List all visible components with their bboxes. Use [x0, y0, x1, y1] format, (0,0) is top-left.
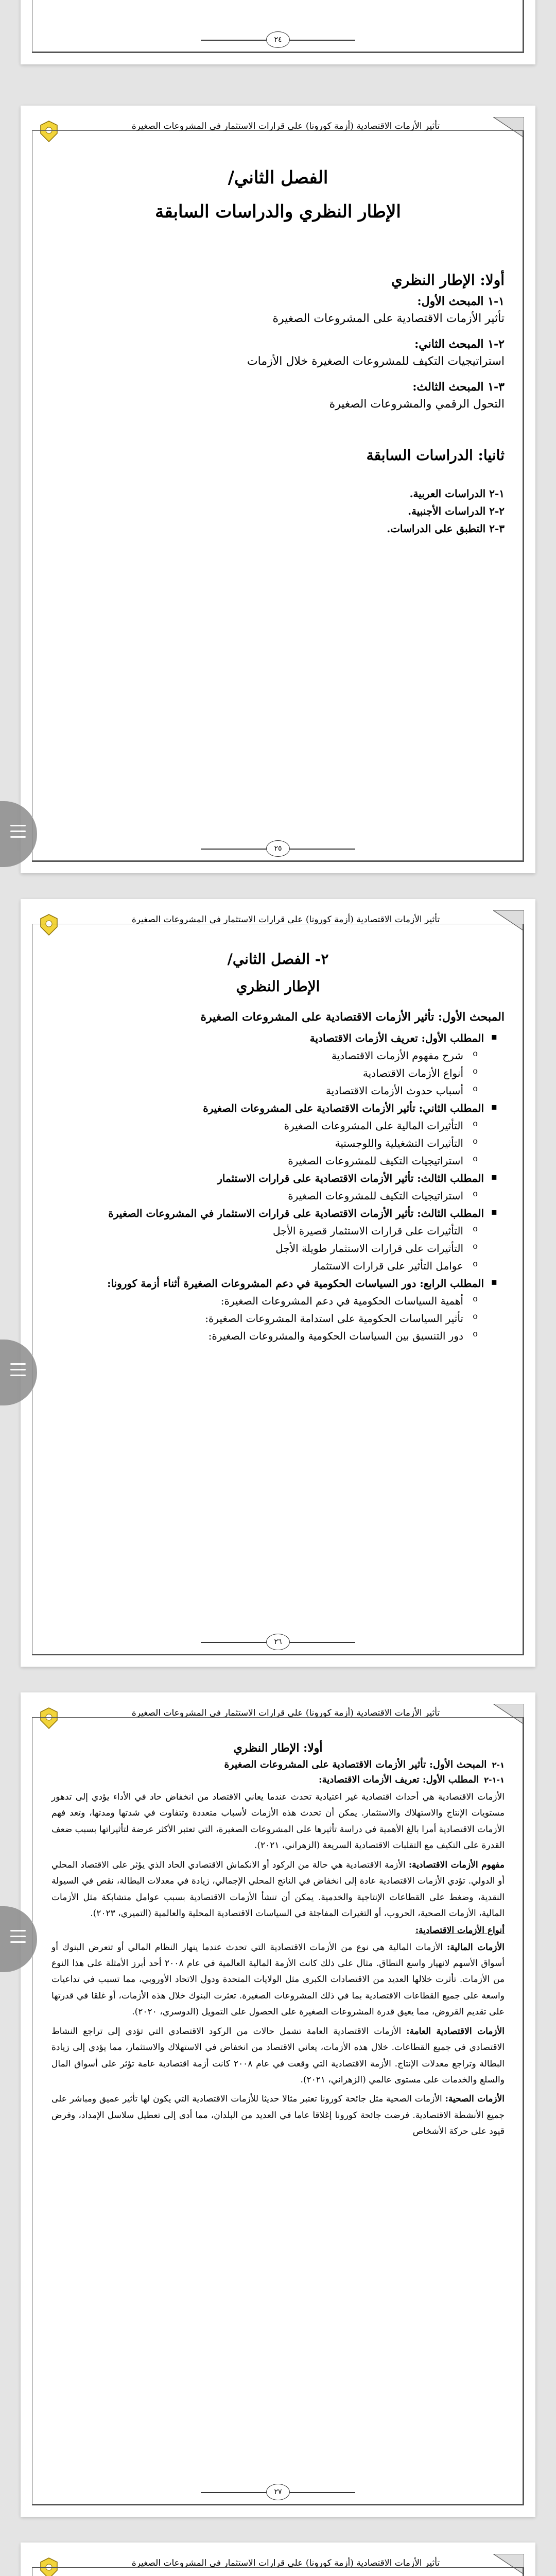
section-title: أولا: الإطار النظري [391, 272, 505, 289]
chapter-heading: ٢- الفصل الثاني/ [227, 951, 329, 968]
page-number-footer [21, 2482, 535, 2502]
topic-title: المبحث الأول: تأثير الأزمات الاقتصادية على المشروعات الصغيرة [224, 1759, 487, 1770]
types-title: أنواع الأزمات الاقتصادية: [415, 1925, 505, 1936]
section-title: ثانيا: الدراسات السابقة [366, 447, 505, 464]
item-label: ٢-١ المبحث الثاني: [414, 337, 505, 351]
item-text: تأثير الأزمات الاقتصادية على المشروعات الصغيرة [272, 312, 505, 325]
paragraph: الأزمات الاقتصادية العامة: الأزمات الاقتصادية العامة تشمل حالات من الركود الاقتصادي التي تؤدي إلى تراجع النشاط الاقتصادي في جميع القطاعات. خلال هذه الأزمات، يعاني الاقتصاد من انخفاض في الاستهلاك والاستثمار، مما يؤدي إلى زيادة البطالة وتراجع معدلات الإنتاج. الأزمة الاقتصادية التي وقعت في عام ٢٠٠٨ كانت أزمة اقتصادية عامة تؤثر على أسواق المال والسلع والخدمات على مستوى عالمي (الزهراني، ٢٠٢١). [51, 2026, 505, 2085]
page-number: ٢٥ [266, 840, 290, 857]
outline-subitem: o التأثيرات على قرارات الاستثمار قصيرة الأجل [51, 1225, 484, 1237]
document-page-26 [21, 899, 535, 1667]
outline-requirement: ▪ المطلب الأول: تعريف الأزمات الاقتصادية [51, 1032, 484, 1044]
paragraph-lead: مفهوم الأزمات الاقتصادية: [408, 1859, 505, 1870]
outline-subitem: o استراتيجيات التكيف للمشروعات الصغيرة [51, 1190, 484, 1202]
outline-subitem: o تأثير السياسات الحكومية على استدامة المشروعات الصغيرة: [51, 1312, 484, 1325]
page-number: ٢٧ [266, 2484, 290, 2500]
paragraph: الأزمات الاقتصادية هي أحداث اقتصادية غير اعتيادية تحدث عندما يعاني الاقتصاد من انخفاض حاد في الأداء يؤدي إلى تدهور مستويات الإنتاج والاستهلاك والاستثمار. يمكن أن تحدث هذه الأزمات لأسباب متعددة وتتفاوت في شدتها ومدتها، وتعد فهم الأزمات الاقتصادية أمرا بالغ الأهمية في دراسة تأثيرها على المشروعات الصغيرة، التي تعتبر الأكثر عرضة لتأثيراتها بسبب ضعف القدرة على التكيف مع التقلبات الاقتصادية السريعة (الزهراني، ٢٠٢١). [51, 1792, 505, 1851]
outline-subitem: o أهمية السياسات الحكومية في دعم المشروعات الصغيرة: [51, 1295, 484, 1307]
document-page-28 [21, 2543, 535, 2576]
outline-subitem: o التأثيرات التشغيلية واللوجستية [51, 1137, 484, 1149]
study-item: ٢-٢ الدراسات الأجنبية. [408, 505, 505, 517]
item-label: ١-١ المبحث الأول: [417, 295, 505, 308]
document-page-27 [21, 1692, 535, 2517]
item-text: استراتيجيات التكيف للمشروعات الصغيرة خلال الأزمات [247, 355, 505, 368]
outline-subitem: o التأثيرات على قرارات الاستثمار طويلة الأجل [51, 1242, 484, 1255]
topic-title: المبحث الأول: تأثير الأزمات الاقتصادية على المشروعات الصغيرة [200, 1010, 505, 1024]
page-number-footer [21, 1632, 535, 1652]
outline-subitem: o أنواع الأزمات الاقتصادية [51, 1067, 484, 1079]
outline-requirement: ▪ المطلب الثاني: تأثير الأزمات الاقتصادية على المشروعات الصغيرة [51, 1102, 484, 1114]
outline-list [51, 1032, 505, 1342]
document-page-25 [21, 106, 535, 873]
page-number-footer [21, 838, 535, 859]
study-item: ٣-٢ التطبق على الدراسات. [387, 522, 505, 535]
paragraph-lead: الأزمات الاقتصادية العامة: [406, 2026, 505, 2037]
paragraph: مفهوم الأزمات الاقتصادية: الأزمة الاقتصادية هي حالة من الركود أو الانكماش الاقتصادي الحاد الذي يؤثر على الاقتصاد المحلي أو الدولي. تؤدي الأزمات الاقتصادية عادة إلى انخفاض في الناتج المحلي الإجمالي، زيادة في معدلات البطالة، نقص في السيولة النقدية، وضغط على القطاعات الإنتاجية والخدمية. يمكن أن تنشأ الأزمات الاقتصادية بسبب عوامل متشابكة مثل الأزمات المالية، الأزمات الصحية، الحروب، أو التغيرات المفاجئة في السياسات الاقتصادية المحلية والعالمية (التميري، ٢٠٢٣). [51, 1859, 505, 1919]
paragraph: الأزمات المالية: الأزمات المالية هي نوع من الأزمات الاقتصادية التي تحدث عندما ينهار النظام المالي أو تتعرض البنوك أو أسواق الأسهم لانهيار واسع النطاق. مثال على ذلك كانت الأزمة المالية العالمية في عام ٢٠٠٨ أحد أبرز الأمثلة على هذا النوع من الأزمات. تأثرت خلالها العديد من الاقتصادات الكبرى مثل الولايات المتحدة ودول الاتحاد الأوروبي، مما تسبب في تداعيات واسعة على جميع القطاعات الاقتصادية بما في ذلك المشروعات الصغيرة. تعثرت البنوك خلال هذه الأزمات، أو غلقا في قدرتها على تقديم القروض، مما يعيق قدرة المشروعات الصغيرة على الحصول على التمويل (الدوسري، ٢٠٢٠). [51, 1942, 505, 2018]
outline-requirement: ▪ المطلب الثالث: تأثير الأزمات الاقتصادية على قرارات الاستثمار في المشروعات الصغيرة [51, 1207, 484, 1219]
running-header: تأثير الأزمات الاقتصادية (أزمة كورونا) على قرارات الاستثمار في المشروعات الصغيرة [131, 121, 440, 131]
document-page-24 [21, 0, 535, 64]
paragraph-lead: الأزمات المالية: [447, 1942, 505, 1953]
outline-subitem: o عوامل التأثير على قرارات الاستثمار [51, 1260, 484, 1272]
heading-number: ١-٢ [492, 1760, 505, 1770]
chapter-title: الإطار النظري [236, 978, 320, 995]
heading-number: ١-١-٢ [484, 1775, 505, 1785]
outline-subitem: o شرح مفهوم الأزمات الاقتصادية [51, 1049, 484, 1062]
running-header: تأثير الأزمات الاقتصادية (أزمة كورونا) على قرارات الاستثمار في المشروعات الصغيرة [131, 1708, 440, 1718]
item-label: ٣-١ المبحث الثالث: [412, 380, 505, 394]
outline-subitem: o التأثيرات المالية على المشروعات الصغيرة [51, 1120, 484, 1132]
outline-subitem: o دور التنسيق بين السياسات الحكومية والمشروعات الصغيرة: [51, 1330, 484, 1342]
page-number: ٢٤ [266, 31, 290, 48]
chapter-heading: الفصل الثاني/ [228, 167, 328, 188]
section-title: أولا: الإطار النظري [233, 1741, 323, 1755]
outline-subitem: o أسباب حدوث الأزمات الاقتصادية [51, 1084, 484, 1097]
running-header: تأثير الأزمات الاقتصادية (أزمة كورونا) على قرارات الاستثمار في المشروعات الصغيرة [131, 2558, 440, 2568]
running-header: تأثير الأزمات الاقتصادية (أزمة كورونا) على قرارات الاستثمار في المشروعات الصغيرة [131, 914, 440, 925]
chapter-title: الإطار النظري والدراسات السابقة [155, 201, 401, 222]
subtopic-title: المطلب الأول: تعريف الأزمات الاقتصادية: [319, 1774, 479, 1785]
paragraph-lead: الأزمات الصحية: [445, 2094, 505, 2105]
outline-requirement: ▪ المطلب الثالث: تأثير الأزمات الاقتصادية على قرارات الاستثمار [51, 1172, 484, 1184]
page-number: ٢٦ [266, 1634, 290, 1650]
item-text: التحول الرقمي والمشروعات الصغيرة [329, 398, 505, 411]
page-number-footer [21, 29, 535, 50]
study-item: ١-٢ الدراسات العربية. [409, 487, 505, 500]
outline-subitem: o استراتيجيات التكيف للمشروعات الصغيرة [51, 1155, 484, 1167]
outline-requirement: ▪ المطلب الرابع: دور السياسات الحكومية في دعم المشروعات الصغيرة أثناء أزمة كورونا: [51, 1277, 484, 1290]
paragraph: الأزمات الصحية: الأزمات الصحية مثل جائحة كورونا تعتبر مثالا حديثا للأزمات الاقتصادية التي يكون لها تأثير عميق ومباشر على جميع الأنشطة الاقتصادية. فرضت جائحة كورونا إغلاقا عاما في العديد من البلدان، مما أدى إلى تعطيل سلاسل الإمداد، وفرض قيود على حركة الأشخاص [51, 2094, 505, 2137]
